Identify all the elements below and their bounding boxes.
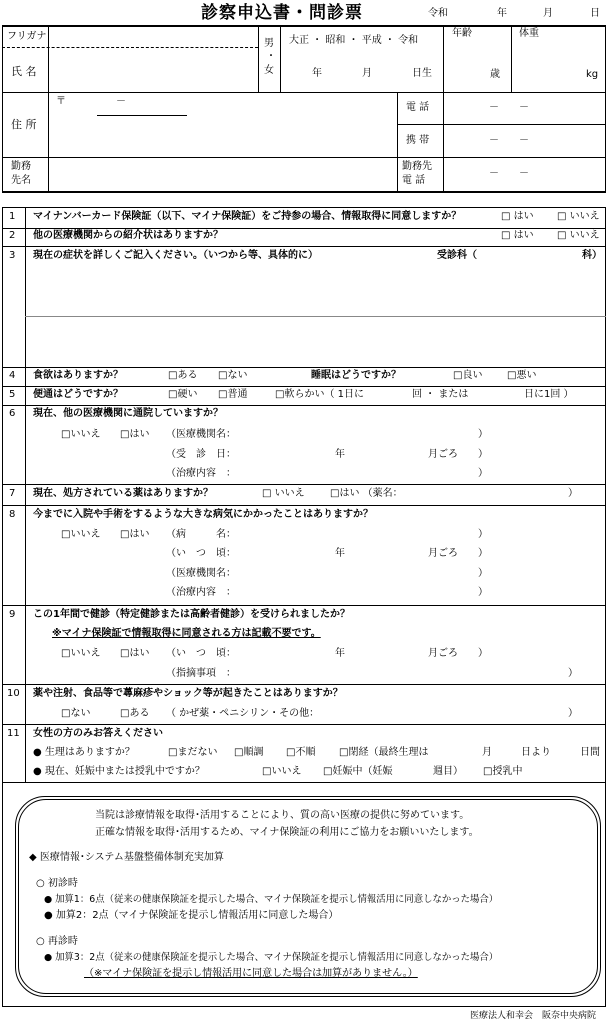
phone-label-left — [397, 92, 398, 192]
furigana-label: フリガナ — [7, 31, 47, 42]
q4-text: 食欲はありますか？ — [33, 370, 123, 381]
q-number: 2 — [9, 230, 16, 241]
notice-line-1: 当院は診療情報を取得･活用することにより、質の高い医療の提供に努めています。 — [95, 810, 470, 821]
q11-weeks-label: 週目） — [433, 766, 463, 777]
paren-close: ） — [478, 429, 488, 440]
q5-text: 便通はどうですか？ — [33, 389, 123, 400]
mobile-dash: － － — [489, 135, 529, 146]
q3-department-end: 科） — [582, 250, 602, 261]
date-month-label: 月 — [543, 8, 553, 19]
q-number: 4 — [9, 370, 16, 381]
row-6-bottom — [2, 484, 606, 485]
q-number: 5 — [9, 389, 16, 400]
notice-revisit-note: （※マイナ保険証を提示し情報活用に同意した場合は加算がありません。） — [84, 968, 418, 979]
sex-female[interactable]: 女 — [264, 65, 274, 76]
q10-text: 薬や注射、食品等で蕁麻疹やショック等が起きたことはありますか？ — [33, 688, 343, 699]
q5-soft-checkbox[interactable]: □軟らかい（ 1日に — [275, 389, 364, 400]
row-11-bottom — [2, 782, 606, 783]
date-year-label: 年 — [497, 8, 507, 19]
q-number: 1 — [9, 211, 16, 222]
q11-period-question: ● 生理はありますか？ — [33, 747, 135, 758]
q-number: 3 — [9, 250, 16, 261]
address-label: 住 所 — [11, 118, 37, 131]
q10-detail-label: （ かぜ薬・ペニシリン・その他： — [166, 708, 320, 719]
q4-no-checkbox[interactable]: □ない — [218, 370, 248, 381]
name-label: 氏 名 — [11, 65, 37, 78]
q5-times-label: 回 ・ または — [412, 389, 469, 400]
q5-normal-checkbox[interactable]: □普通 — [218, 389, 248, 400]
q7-yes-checkbox[interactable]: □はい （薬名： — [330, 488, 403, 499]
q11-notyet-checkbox[interactable]: □まだない — [168, 747, 218, 758]
weight-divider — [511, 25, 512, 92]
row-7-bottom — [2, 505, 606, 506]
paren-close: ） — [568, 488, 578, 499]
paren-close: ） — [478, 648, 488, 659]
symptoms-input[interactable] — [30, 265, 600, 363]
q9-yes-checkbox[interactable]: □はい — [120, 648, 150, 659]
furigana-divider — [2, 47, 258, 48]
q-number: 8 — [9, 509, 16, 520]
q4-sleep-good-checkbox[interactable]: □良い — [453, 370, 483, 381]
year-label: 年 — [335, 449, 345, 460]
postal-dash: － — [116, 96, 126, 107]
sex-left-divider — [258, 25, 259, 92]
row-2-bottom — [2, 246, 606, 247]
notice-first-visit: ○ 初診時 — [36, 878, 78, 889]
q11-from-label: 日より — [521, 747, 551, 758]
notice-line-2: 正確な情報を取得･活用するため、マイナ保険証の利用にご協力をお願いいたします。 — [95, 827, 479, 838]
row-3-bottom — [2, 367, 606, 368]
paren-close: ） — [568, 668, 578, 679]
q4-sleep-bad-checkbox[interactable]: □悪い — [507, 370, 537, 381]
work-row-top — [2, 157, 606, 158]
address-row-top — [2, 92, 606, 93]
notice-first-item-1: ● 加算1：6点（従来の健康保険証を提示した場合、マイナ保険証を提示し情報活用に同意しなかった場合） — [44, 894, 499, 905]
q11-month-label: 月 — [482, 747, 492, 758]
q11-menopause-checkbox[interactable]: □閉経（最終生理は — [339, 747, 429, 758]
work-name-label-2: 先名 — [11, 175, 31, 186]
q9-note: ※マイナ保険証で情報取得に同意される方は記載不要です。 — [52, 628, 321, 639]
paren-close: ） — [568, 708, 578, 719]
q3-department-label: 受診科（ — [437, 250, 477, 261]
info-table-right — [605, 25, 606, 192]
q1-no-checkbox[interactable]: □ いいえ — [557, 211, 600, 222]
q11-pregnant-checkbox[interactable]: □妊娠中（妊娠 — [323, 766, 393, 777]
date-era: 令和 — [428, 8, 448, 19]
info-table-top — [2, 25, 606, 27]
work-phone-dash: － － — [489, 168, 529, 179]
q6-text: 現在、他の医療機関に通院していますか？ — [33, 408, 223, 419]
postal-mark: 〒 — [56, 96, 66, 107]
q8-yes-checkbox[interactable]: □はい — [120, 529, 150, 540]
row-8-bottom — [2, 605, 606, 606]
q1-yes-checkbox[interactable]: □ はい — [501, 211, 534, 222]
q2-yes-checkbox[interactable]: □ はい — [501, 230, 534, 241]
q8-treatment-label: （治療内容 ： — [166, 587, 236, 598]
q8-text: 今までに入院や手術をするような大きな病気にかかったことはありますか？ — [33, 509, 373, 520]
q10-yes-checkbox[interactable]: □ある — [120, 708, 150, 719]
phone-label-right — [443, 92, 444, 192]
q7-no-checkbox[interactable]: □ いいえ — [262, 488, 305, 499]
month-label: 月ごろ — [428, 548, 458, 559]
birth-year-label: 年 — [312, 68, 322, 79]
q-bottom — [2, 1006, 606, 1007]
paren-close: ） — [478, 468, 488, 479]
q2-no-checkbox[interactable]: □ いいえ — [557, 230, 600, 241]
age-unit: 歳 — [490, 69, 500, 80]
q6-no-checkbox[interactable]: □いいえ — [61, 429, 101, 440]
q11-preg-no-checkbox[interactable]: □いいえ — [262, 766, 302, 777]
birth-month-label: 月 — [362, 68, 372, 79]
era-options[interactable]: 大正 ・ 昭和 ・ 平成 ・ 令和 — [289, 35, 419, 46]
q1-text: マイナンバーカード保険証（以下、マイナ保険証）をご持参の場合、情報取得に同意しますか？ — [33, 211, 462, 222]
q-left — [2, 207, 3, 1007]
q11-regular-checkbox[interactable]: □順調 — [234, 747, 264, 758]
page-title: 診察申込書・問診票 — [201, 3, 363, 23]
hospital-name: 医療法人和幸会 阪奈中央病院 — [470, 1011, 597, 1021]
q-number: 9 — [9, 609, 16, 620]
q5-hard-checkbox[interactable]: □硬い — [168, 389, 198, 400]
q11-days-label: 日間 — [580, 747, 600, 758]
sex-separator: ・ — [266, 51, 276, 62]
q-right — [605, 207, 606, 1007]
weight-unit: kg — [586, 69, 599, 80]
mobile-label: 携 帯 — [406, 135, 430, 146]
q-num-divider — [25, 207, 26, 782]
phone-mobile-divider — [397, 124, 606, 125]
label-col-divider — [48, 25, 49, 192]
notice-revisit: ○ 再診時 — [36, 936, 78, 947]
paren-close: ） — [478, 548, 488, 559]
row-5-bottom — [2, 405, 606, 406]
sex-right-divider — [280, 25, 281, 92]
q6-yes-checkbox[interactable]: □はい — [120, 429, 150, 440]
phone-label: 電 話 — [406, 102, 430, 113]
age-divider — [443, 25, 444, 92]
q9-when-label: （い つ 頃： — [166, 648, 236, 659]
notice-first-item-2: ● 加算2：2点（マイナ保険証を提示し情報活用に同意した場合） — [44, 910, 339, 921]
q3-text: 現在の症状を詳しくご記入ください。（いつから等、具体的に） — [33, 250, 318, 261]
q-number: 7 — [9, 488, 16, 499]
q8-no-checkbox[interactable]: □いいえ — [61, 529, 101, 540]
date-day-label: 日 — [590, 8, 600, 19]
q-number: 10 — [7, 688, 20, 699]
year-label: 年 — [335, 548, 345, 559]
work-phone-label-1: 勤務先 — [402, 161, 432, 172]
weight-label: 体重 — [519, 28, 539, 39]
paren-close: ） — [478, 449, 488, 460]
q7-text: 現在、処方されている薬はありますか？ — [33, 488, 213, 499]
work-name-label-1: 勤務 — [11, 161, 31, 172]
info-table-left — [2, 25, 3, 192]
q11-text: 女性の方のみお答えください — [33, 728, 163, 739]
paren-close: ） — [478, 568, 488, 579]
work-phone-label-2: 電 話 — [402, 175, 426, 186]
q6-treatment-label: （治療内容 ： — [166, 468, 236, 479]
row-4-bottom — [2, 386, 606, 387]
q-number: 6 — [9, 408, 16, 419]
month-label: 月ごろ — [428, 449, 458, 460]
q4-sleep-text: 睡眠はどうですか？ — [311, 370, 401, 381]
row-10-bottom — [2, 724, 606, 725]
q8-facility-label: （医療機関名： — [166, 568, 236, 579]
row-1-bottom — [2, 228, 606, 229]
notice-revisit-item-1: ● 加算3：2点（従来の健康保険証を提示した場合、マイナ保険証を提示し情報活用に同意しなかった場合） — [44, 952, 499, 963]
q9-text: この1年間で健診（特定健診または高齢者健診）を受けられましたか？ — [33, 609, 350, 620]
birth-day-label: 日生 — [412, 68, 432, 79]
year-label: 年 — [335, 648, 345, 659]
q-top — [2, 207, 606, 208]
q9-findings-label: （指摘事項 ： — [166, 668, 236, 679]
q11-pregnancy-question: ● 現在、妊娠中または授乳中ですか？ — [33, 766, 205, 777]
row-9-bottom — [2, 684, 606, 685]
sex-male[interactable]: 男 — [264, 38, 274, 49]
q10-no-checkbox[interactable]: □ない — [61, 708, 91, 719]
q11-irregular-checkbox[interactable]: □不順 — [286, 747, 316, 758]
q5-days-label: 日に1回 ） — [524, 389, 574, 400]
postal-underline — [97, 115, 187, 116]
q6-facility-label: （医療機関名： — [166, 429, 236, 440]
age-label: 年齢 — [452, 28, 472, 39]
q4-yes-checkbox[interactable]: □ある — [168, 370, 198, 381]
q9-no-checkbox[interactable]: □いいえ — [61, 648, 101, 659]
q8-disease-label: （病 名： — [166, 529, 236, 540]
paren-close: ） — [478, 529, 488, 540]
info-table-bottom — [2, 191, 606, 193]
paren-close: ） — [478, 587, 488, 598]
q11-nursing-checkbox[interactable]: □授乳中 — [483, 766, 523, 777]
month-label: 月ごろ — [428, 648, 458, 659]
q6-date-label: （受 診 日： — [166, 449, 236, 460]
phone-dash: － － — [489, 102, 529, 113]
q2-text: 他の医療機関からの紹介状はありますか？ — [33, 230, 223, 241]
q-number: 11 — [7, 728, 20, 739]
q8-when-label: （い つ 頃： — [166, 548, 236, 559]
notice-heading: ◆ 医療情報･システム基盤整備体制充実加算 — [29, 852, 224, 863]
